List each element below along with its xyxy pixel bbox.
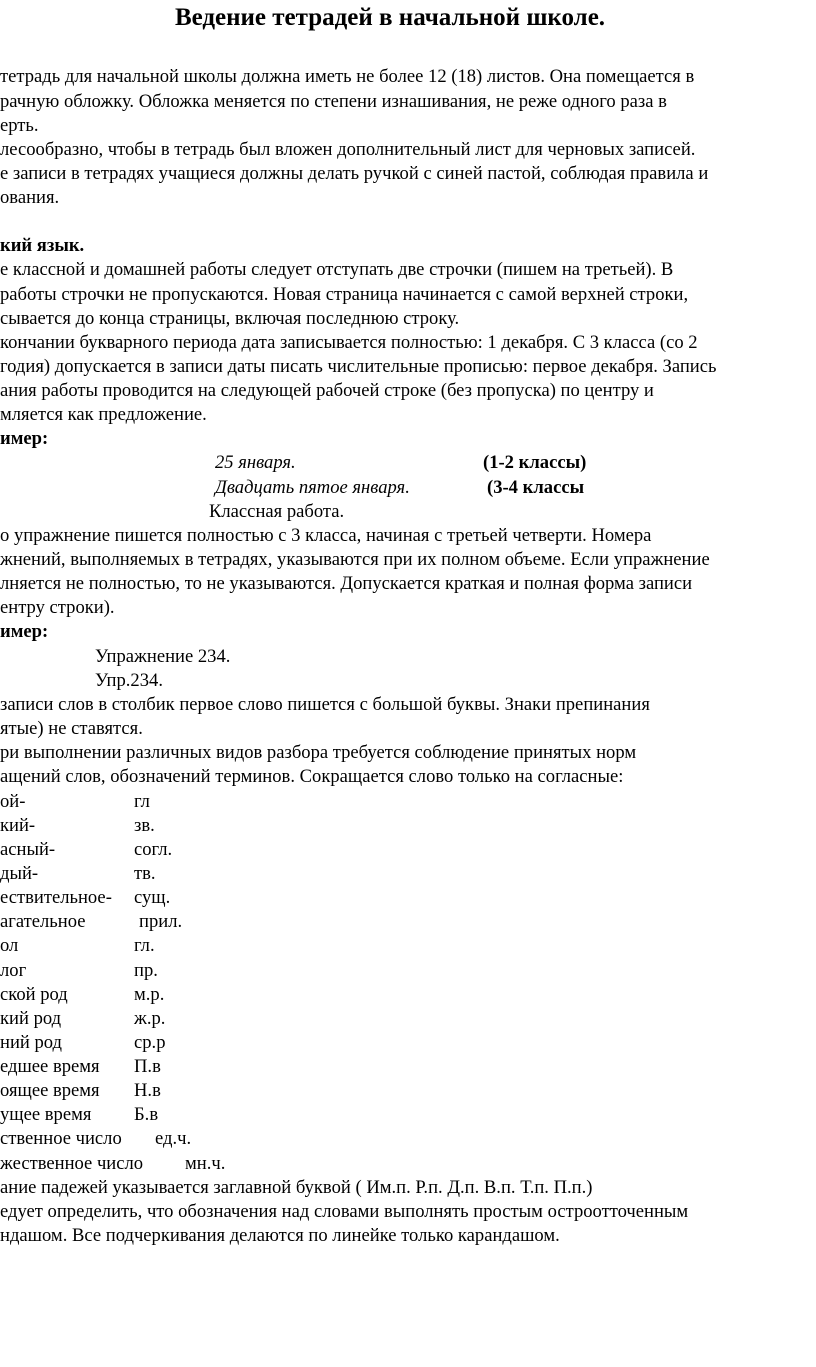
abbr-value: пр. bbox=[134, 960, 158, 981]
section-line: мляется как предложение. bbox=[0, 404, 207, 425]
rules-line: ятые) не ставятся. bbox=[0, 718, 143, 739]
exercise-line: ентру строки). bbox=[0, 597, 115, 618]
abbr-term: агательное bbox=[0, 911, 86, 932]
example-date-short: 25 января. bbox=[215, 452, 296, 473]
abbr-value: тв. bbox=[134, 863, 156, 884]
abbr-term: ествительное- bbox=[0, 887, 112, 908]
intro-line: ования. bbox=[0, 187, 60, 208]
abbr-term: ской род bbox=[0, 984, 68, 1005]
abbr-term: жественное число bbox=[0, 1153, 144, 1174]
abbr-term: дый- bbox=[0, 863, 39, 884]
section-line: работы строчки не пропускаются. Новая страница начинается с самой верхней строки, bbox=[0, 284, 689, 305]
abbr-value: гл bbox=[134, 791, 150, 812]
exercise-line: о упражнение пишется полностью с 3 класса, начиная с третьей четверти. Номера bbox=[0, 525, 652, 546]
abbr-value: согл. bbox=[134, 839, 173, 860]
abbr-term: лог bbox=[0, 960, 27, 981]
page-title: Ведение тетрадей в начальной школе. bbox=[174, 4, 606, 31]
abbr-value: зв. bbox=[134, 815, 155, 836]
abbr-value: сущ. bbox=[134, 887, 171, 908]
abbr-term: ственное число bbox=[0, 1128, 122, 1149]
abbr-term: ущее время bbox=[0, 1104, 92, 1125]
example-label: имер: bbox=[0, 428, 49, 449]
closing-line: ание падежей указывается заглавной буквой ( Им.п. Р.п. Д.п. В.п. Т.п. П.п.) bbox=[0, 1177, 593, 1198]
abbr-value: м.р. bbox=[134, 984, 165, 1005]
example-label: имер: bbox=[0, 621, 49, 642]
abbr-value: мн.ч. bbox=[185, 1153, 226, 1174]
abbr-value: ед.ч. bbox=[155, 1128, 192, 1149]
intro-line: рачную обложку. Обложка меняется по степени изнашивания, не реже одного раза в bbox=[0, 91, 667, 112]
closing-line: ндашом. Все подчеркивания делаются по линейке только карандашом. bbox=[0, 1225, 560, 1246]
abbr-term: едшее время bbox=[0, 1056, 100, 1077]
example-work-heading: Классная работа. bbox=[209, 501, 345, 522]
intro-line: ерть. bbox=[0, 115, 39, 136]
abbr-value: ср.р bbox=[134, 1032, 166, 1053]
closing-line: едует определить, что обозначения над словами выполнять простым остроотточенным bbox=[0, 1201, 689, 1222]
abbr-term: ой- bbox=[0, 791, 26, 812]
abbr-value: Н.в bbox=[134, 1080, 161, 1101]
intro-line: е записи в тетрадях учащиеся должны делать ручкой с синей пастой, соблюдая правила и bbox=[0, 163, 709, 184]
section-heading: кий язык. bbox=[0, 235, 85, 256]
abbr-term: кий род bbox=[0, 1008, 62, 1029]
abbr-value: Б.в bbox=[134, 1104, 159, 1125]
example-date-short-note: (1-2 классы) bbox=[483, 452, 587, 473]
section-line: кончании букварного периода дата записывается полностью: 1 декабря. С 3 класса (со 2 bbox=[0, 332, 698, 353]
exercise-line: лняется не полностью, то не указываются. Допускается краткая и полная форма записи bbox=[0, 573, 693, 594]
abbr-value: прил. bbox=[139, 911, 183, 932]
example-date-words: Двадцать пятое января. bbox=[215, 477, 410, 498]
section-line: сывается до конца страницы, включая последнюю строку. bbox=[0, 308, 460, 329]
section-line: ания работы проводится на следующей рабочей строке (без пропуска) по центру и bbox=[0, 380, 654, 401]
example-exercise-short: Упр.234. bbox=[95, 670, 163, 691]
rules-line: ри выполнении различных видов разбора требуется соблюдение принятых норм bbox=[0, 742, 637, 763]
abbr-term: асный- bbox=[0, 839, 56, 860]
exercise-line: жнений, выполняемых в тетрадях, указываются при их полном объеме. Если упражнение bbox=[0, 549, 710, 570]
rules-line: записи слов в столбик первое слово пишется с большой буквы. Знаки препинания bbox=[0, 694, 650, 715]
abbr-term: ол bbox=[0, 935, 19, 956]
example-exercise-full: Упражнение 234. bbox=[95, 646, 231, 667]
section-line: е классной и домашней работы следует отступать две строчки (пишем на третьей). В bbox=[0, 259, 674, 280]
rules-line: ащений слов, обозначений терминов. Сокращается слово только на согласные: bbox=[0, 766, 624, 787]
abbr-value: ж.р. bbox=[134, 1008, 166, 1029]
abbr-value: П.в bbox=[134, 1056, 161, 1077]
abbr-term: оящее время bbox=[0, 1080, 100, 1101]
intro-line: лесообразно, чтобы в тетрадь был вложен дополнительный лист для черновых записей. bbox=[0, 139, 696, 160]
abbr-value: гл. bbox=[134, 935, 155, 956]
example-date-words-note: (3-4 классы bbox=[487, 477, 585, 498]
abbr-term: ний род bbox=[0, 1032, 63, 1053]
section-line: годия) допускается в записи даты писать числительные прописью: первое декабря. Запись bbox=[0, 356, 717, 377]
abbr-term: кий- bbox=[0, 815, 36, 836]
intro-line: тетрадь для начальной школы должна иметь не более 12 (18) листов. Она помещается в bbox=[0, 66, 695, 87]
